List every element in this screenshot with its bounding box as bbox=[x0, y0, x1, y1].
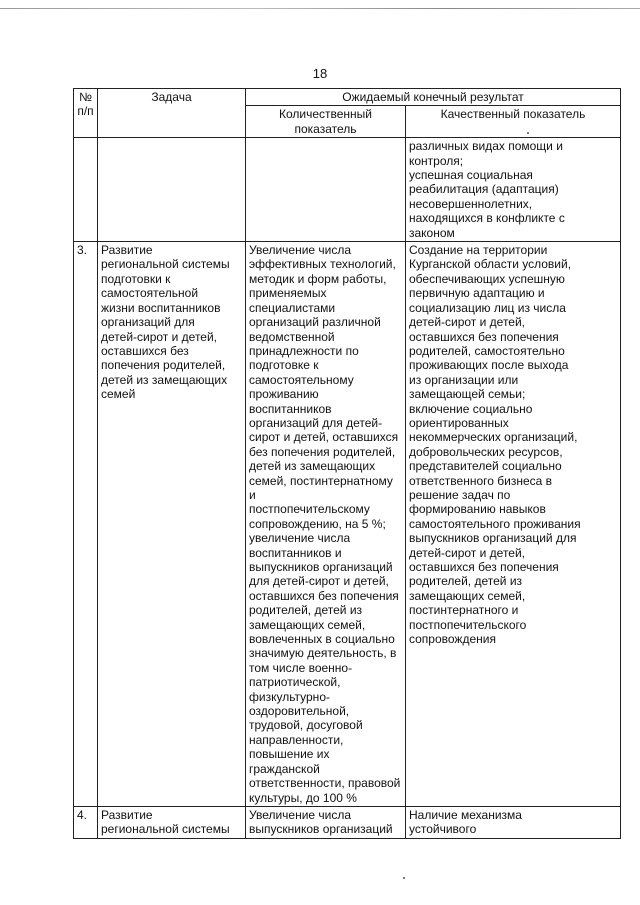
row-quantitative: Увеличение числа выпускников организаций bbox=[246, 806, 406, 838]
row-task: Развитие региональной системы bbox=[98, 806, 246, 838]
goals-results-table bbox=[73, 88, 621, 839]
row-qualitative: Создание на территории Курганской области условий, обеспечивающих успешную первичную адаптацию и социализацию лиц из числа детей-сирот и детей, оставшихся без попечения родителей, самостоятельно проживающих после выхода из организации или замещающей семьи; включение социально ориентированных некоммерческих организаций, добровольческих ресурсов, представителей социально ответственного бизнеса в решение задач по формированию навыков самостоятельного проживания выпускников организаций для детей-сирот и детей, оставшихся без попечения родителей, детей из замещающих семей, постинтернатного и постпопечительского сопровождения bbox=[406, 242, 621, 807]
header-quantitative: Количественный показатель bbox=[246, 106, 406, 138]
row-qualitative: различных видах помощи и контроля; успешная социальная реабилитация (адаптация) несовершеннолетних, находящихся в конфликте с законом bbox=[406, 138, 621, 242]
header-expected-result: Ожидаемый конечный результат bbox=[246, 89, 621, 106]
scan-speck bbox=[527, 132, 529, 134]
header-num: № п/п bbox=[74, 89, 98, 138]
row-task: Развитие региональной системы подготовки к самостоятельной жизни воспитанников организаций для детей-сирот и детей, оставшихся без попечения родителей, детей из замещающих семей bbox=[98, 242, 246, 807]
row-num: 3. bbox=[74, 242, 98, 807]
scan-top-edge bbox=[0, 8, 640, 9]
row-task bbox=[98, 138, 246, 242]
header-qualitative: Качественный показатель bbox=[406, 106, 621, 138]
row-quantitative: Увеличение числа эффективных технологий, методик и форм работы, применяемых специалистами организаций различной ведомственной принадлежности по подготовке к самостоятельному проживанию воспитанников организаций для детей- сирот и детей, оставшихся без попечения родителей, детей из замещающих семей, постинтернатному и постпопечительскому сопровождению, на 5 %; увеличение числа воспитанников и выпускников организаций для детей-сирот и детей, оставшихся без попечения родителей, детей из замещающих семей, вовлеченных в социально значимую деятельность, в том числе военно- патриотической, физкультурно- оздоровительной, трудовой, досуговой направленности, повышение их гражданской ответственности, правовой культуры, до 100 % bbox=[246, 242, 406, 807]
row-qualitative: Наличие механизма устойчивого bbox=[406, 806, 621, 838]
page-number: 18 bbox=[312, 66, 328, 81]
scan-speck bbox=[403, 877, 405, 879]
row-quantitative bbox=[246, 138, 406, 242]
table-row bbox=[74, 242, 621, 807]
table-row bbox=[74, 806, 621, 838]
table-row bbox=[74, 138, 621, 242]
table-header-row-1 bbox=[74, 89, 621, 106]
row-num: 4. bbox=[74, 806, 98, 838]
row-num bbox=[74, 138, 98, 242]
header-task: Задача bbox=[98, 89, 246, 138]
